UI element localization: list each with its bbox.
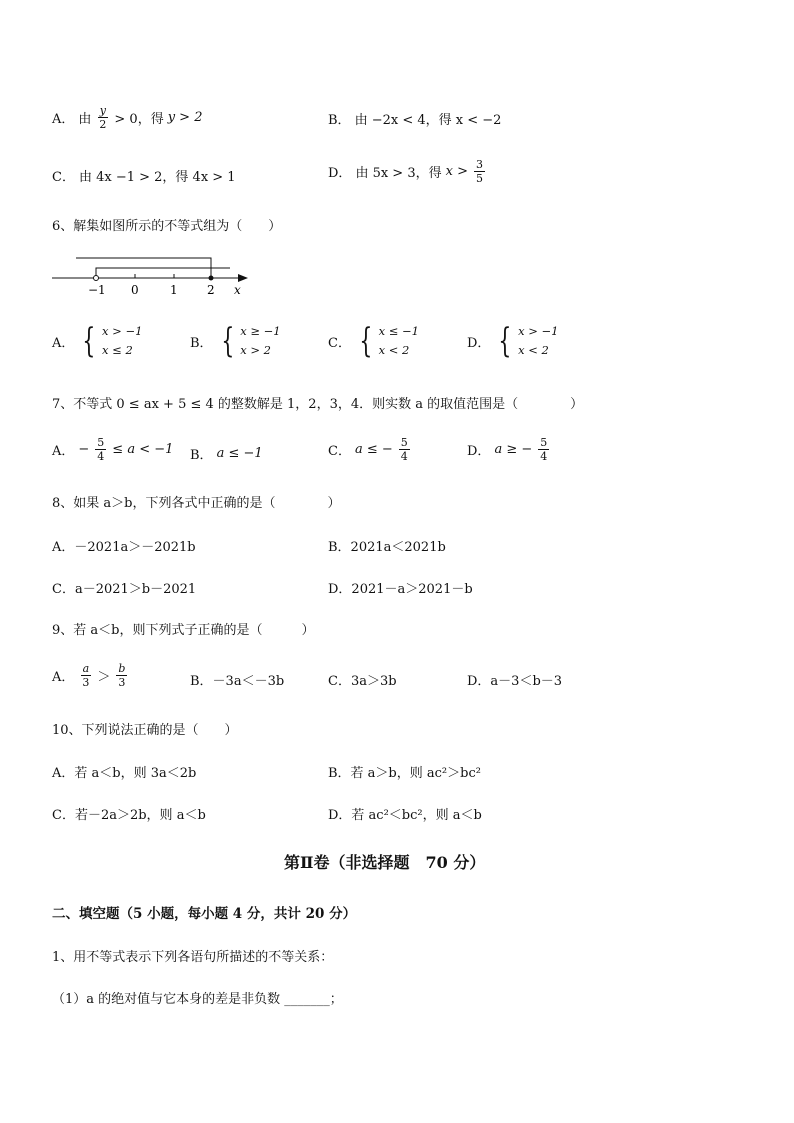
q7-option-b: B． a ≤ −1	[190, 446, 263, 463]
part-two-title: 第Ⅱ卷（非选择题 70 分）	[284, 853, 486, 872]
q6-option-b: B． { x ≥ −1 x > 2	[190, 321, 281, 361]
q5-option-d: D． 由 5x > 3，得 x > $\frac{3}{5}$	[328, 158, 483, 185]
number-line	[50, 250, 260, 298]
q9-option-a: A． $\frac{a}{3}$ ＞ $\frac{b}{3}$	[52, 662, 126, 689]
fill-question-1-stem: 1、用不等式表示下列各语句所描述的不等关系：	[52, 950, 334, 965]
fraction: $\frac{b}{3}$	[118, 662, 126, 689]
q6-option-d: D． { x > −1 x < 2	[467, 321, 559, 361]
fraction: $\frac{y}{2}$	[99, 104, 107, 131]
section-heading: 二、填空题（5 小题，每小题 4 分，共计 20 分）	[52, 906, 357, 922]
fraction: $\frac{5}{4}$	[97, 436, 105, 463]
tick-label: −1	[88, 283, 106, 297]
q8-option-d: D．2021－a＞2021－b	[328, 582, 473, 597]
tick-label: 0	[131, 283, 139, 297]
question-8-stem: 8、如果 a＞b，下列各式中正确的是（ ）	[52, 496, 341, 511]
tick-label: 1	[170, 283, 178, 297]
q9-option-d: D．a－3＜b－3	[467, 674, 563, 689]
q9-option-b: B．－3a＜－3b	[190, 674, 285, 689]
fraction: $\frac{5}{4}$	[400, 436, 408, 463]
q5-option-b: B． 由 −2x < 4，得 x < −2	[328, 113, 502, 128]
q10-option-d: D．若 ac²＜bc²，则 a＜b	[328, 808, 482, 823]
axis-arrow-icon	[238, 274, 248, 282]
q6-option-a: A． { x > −1 x ≤ 2	[52, 321, 143, 361]
q10-option-c: C．若－2a＞2b，则 a＜b	[52, 808, 206, 823]
tick-label: 2	[207, 283, 215, 297]
q8-option-a: A．－2021a＞－2021b	[52, 540, 196, 555]
fill-question-1-sub1: （1）a 的绝对值与它本身的差是非负数 _______；	[52, 992, 343, 1007]
open-point-minus-one	[94, 276, 99, 281]
question-9-stem: 9、若 a＜b，则下列式子正确的是（ ）	[52, 623, 315, 638]
q7-option-a: A． − $\frac{5}{4}$ ≤ a < −1	[52, 436, 174, 463]
fraction: $\frac{5}{4}$	[540, 436, 548, 463]
q7-option-c: C． a ≤ − $\frac{5}{4}$	[328, 436, 408, 463]
q9-option-c: C．3a＞3b	[328, 674, 397, 689]
q10-option-a: A．若 a＜b，则 3a＜2b	[52, 766, 197, 781]
q6-option-c: C． { x ≤ −1 x < 2	[328, 321, 419, 361]
q5-option-a: A． 由 $\frac{y}{2}$ > 0，得 y > 2	[52, 104, 203, 131]
question-7-stem: 7、不等式 0 ≤ ax + 5 ≤ 4 的整数解是 1，2，3，4．则实数 a 的取值范围是（ ）	[52, 397, 584, 412]
fraction: $\frac{a}{3}$	[82, 662, 90, 689]
question-10-stem: 10、下列说法正确的是（ ）	[52, 723, 238, 738]
question-6-stem: 6、解集如图所示的不等式组为（ ）	[52, 219, 282, 234]
q10-option-b: B．若 a＞b，则 ac²＞bc²	[328, 766, 481, 781]
q8-option-b: B．2021a＜2021b	[328, 540, 446, 555]
q7-option-d: D． a ≥ − $\frac{5}{4}$	[467, 436, 548, 463]
axis-label: x	[234, 283, 241, 297]
closed-point-two	[209, 276, 214, 281]
fraction: $\frac{3}{5}$	[475, 158, 483, 185]
q8-option-c: C．a－2021＞b－2021	[52, 582, 197, 597]
q5-option-c: C． 由 4x −1 > 2，得 4x > 1	[52, 170, 236, 185]
